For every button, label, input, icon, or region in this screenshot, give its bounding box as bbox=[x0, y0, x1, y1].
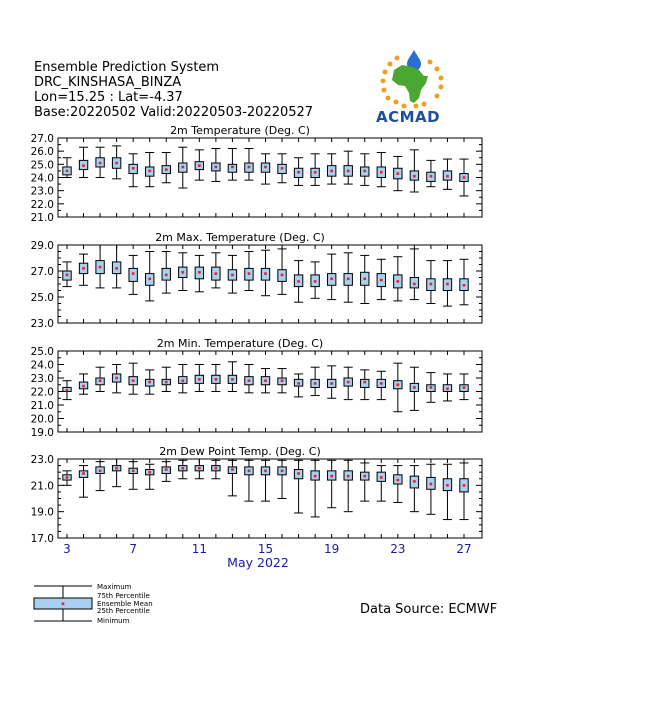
logo-label: ACMAD bbox=[376, 108, 441, 126]
y-tick-label: 19.0 bbox=[30, 506, 54, 519]
mean-marker bbox=[363, 475, 366, 478]
mean-marker bbox=[248, 379, 251, 382]
box-11 bbox=[195, 365, 204, 392]
box-3 bbox=[63, 471, 72, 485]
box-18 bbox=[311, 154, 320, 186]
mean-marker bbox=[363, 381, 366, 384]
box-4 bbox=[79, 254, 88, 285]
y-tick-label: 24.0 bbox=[30, 172, 54, 185]
mean-marker bbox=[248, 272, 251, 275]
mean-marker bbox=[99, 379, 102, 382]
mean-marker bbox=[148, 170, 151, 173]
box-15 bbox=[261, 154, 270, 184]
box-16 bbox=[278, 249, 287, 295]
box-4 bbox=[79, 147, 88, 177]
box-9 bbox=[162, 252, 171, 294]
mean-marker bbox=[380, 279, 383, 282]
mean-marker bbox=[314, 280, 317, 283]
box-4 bbox=[79, 374, 88, 394]
legend-label-maximum: Maximum bbox=[97, 583, 132, 591]
mean-marker bbox=[397, 479, 400, 482]
forecast-dates: Base:20220502 Valid:20220503-20220527 bbox=[34, 105, 314, 120]
y-tick-label: 23.0 bbox=[30, 373, 54, 385]
box-27 bbox=[460, 463, 469, 520]
chart-panel-3 bbox=[58, 351, 482, 432]
box-3 bbox=[63, 262, 72, 287]
box-10 bbox=[178, 365, 187, 393]
x-tick-label: 27 bbox=[456, 542, 472, 556]
box-21 bbox=[360, 370, 369, 400]
box-24 bbox=[410, 367, 419, 410]
box-25 bbox=[426, 160, 435, 186]
y-tick-label: 27.0 bbox=[30, 266, 54, 278]
mean-marker bbox=[330, 170, 333, 173]
mean-marker bbox=[314, 382, 317, 385]
box-14 bbox=[244, 460, 253, 501]
mean-marker bbox=[413, 386, 416, 389]
mean-marker bbox=[82, 267, 85, 270]
y-tick-label: 19.0 bbox=[30, 427, 54, 439]
mean-marker bbox=[463, 484, 466, 487]
mean-marker bbox=[463, 176, 466, 179]
box-11 bbox=[195, 150, 204, 180]
legend-label-p25: 25th Percentile bbox=[97, 607, 150, 615]
mean-marker bbox=[215, 272, 218, 275]
box-25 bbox=[426, 261, 435, 304]
mean-marker bbox=[215, 467, 218, 470]
y-tick-label: 23.0 bbox=[30, 185, 54, 198]
box-17 bbox=[294, 158, 303, 186]
box-16 bbox=[278, 154, 287, 183]
panel-title: 2m Temperature (Deg. C) bbox=[170, 124, 310, 137]
box-8 bbox=[145, 252, 154, 301]
box-20 bbox=[344, 253, 353, 302]
box-9 bbox=[162, 367, 171, 391]
box-13 bbox=[228, 460, 237, 496]
mean-marker bbox=[297, 171, 300, 174]
box-27 bbox=[460, 159, 469, 196]
mean-marker bbox=[446, 283, 449, 286]
mean-marker bbox=[397, 280, 400, 283]
mean-marker bbox=[363, 170, 366, 173]
mean-marker bbox=[148, 471, 151, 474]
box-26 bbox=[443, 261, 452, 307]
legend-label-mean: Ensemble Mean bbox=[97, 600, 153, 608]
box-24 bbox=[410, 466, 419, 512]
box-10 bbox=[178, 460, 187, 478]
box-12 bbox=[211, 253, 220, 288]
y-tick-label: 22.0 bbox=[30, 198, 54, 211]
mean-marker bbox=[463, 284, 466, 287]
y-tick-label: 22.0 bbox=[30, 386, 54, 399]
box-12 bbox=[211, 365, 220, 392]
x-tick-label: 23 bbox=[390, 542, 406, 556]
mean-marker bbox=[132, 272, 135, 275]
box-5 bbox=[96, 147, 105, 177]
mean-marker bbox=[380, 476, 383, 479]
box-21 bbox=[360, 154, 369, 186]
box-6 bbox=[112, 146, 121, 179]
mean-marker bbox=[430, 386, 433, 389]
mean-marker bbox=[165, 274, 168, 277]
mean-marker bbox=[347, 475, 350, 478]
box-15 bbox=[261, 250, 270, 296]
panel-title: 2m Min. Temperature (Deg. C) bbox=[156, 337, 324, 350]
mean-marker bbox=[99, 470, 102, 473]
mean-marker bbox=[380, 171, 383, 174]
box-14 bbox=[244, 252, 253, 291]
box-14 bbox=[244, 365, 253, 393]
mean-marker bbox=[264, 272, 267, 275]
box-21 bbox=[360, 255, 369, 303]
y-tick-label: 21.0 bbox=[30, 400, 54, 412]
mean-marker bbox=[264, 470, 267, 473]
mean-marker bbox=[165, 168, 168, 171]
mean-marker bbox=[99, 266, 102, 269]
y-tick-label: 25.0 bbox=[30, 292, 54, 304]
box-20 bbox=[344, 460, 353, 511]
box-19 bbox=[327, 460, 336, 507]
mean-marker bbox=[66, 476, 69, 479]
legend-mean-marker bbox=[62, 603, 65, 606]
mean-marker bbox=[181, 271, 184, 274]
box-22 bbox=[377, 371, 386, 399]
mean-marker bbox=[330, 475, 333, 478]
mean-marker bbox=[198, 378, 201, 381]
mean-marker bbox=[82, 164, 85, 167]
box-7 bbox=[129, 255, 138, 294]
mean-marker bbox=[430, 483, 433, 486]
mean-marker bbox=[115, 377, 118, 380]
station-name: DRC_KINSHASA_BINZA bbox=[34, 75, 182, 90]
mean-marker bbox=[231, 166, 234, 169]
mean-marker bbox=[446, 484, 449, 487]
x-axis-label: May 2022 bbox=[227, 555, 289, 570]
data-source-label: Data Source: ECMWF bbox=[360, 602, 498, 617]
box-16 bbox=[278, 460, 287, 498]
mean-marker bbox=[446, 175, 449, 178]
box-22 bbox=[377, 466, 386, 502]
y-tick-label: 25.0 bbox=[30, 346, 54, 358]
box-17 bbox=[294, 261, 303, 303]
y-tick-label: 17.0 bbox=[30, 533, 54, 545]
box-5 bbox=[96, 245, 105, 288]
mean-marker bbox=[115, 267, 118, 270]
mean-marker bbox=[99, 162, 102, 165]
mean-marker bbox=[198, 164, 201, 167]
y-tick-label: 29.0 bbox=[30, 240, 54, 252]
y-tick-label: 25.0 bbox=[30, 159, 54, 172]
box-12 bbox=[211, 149, 220, 182]
y-tick-label: 21.0 bbox=[30, 212, 54, 224]
box-23 bbox=[393, 257, 402, 301]
box-8 bbox=[145, 464, 154, 489]
mean-marker bbox=[165, 468, 168, 471]
mean-marker bbox=[281, 167, 284, 170]
mean-marker bbox=[215, 166, 218, 169]
mean-marker bbox=[82, 472, 85, 475]
box-5 bbox=[96, 367, 105, 391]
box-7 bbox=[129, 363, 138, 394]
mean-marker bbox=[132, 167, 135, 170]
box-23 bbox=[393, 466, 402, 503]
mean-marker bbox=[397, 172, 400, 175]
chart-panel-1 bbox=[58, 138, 482, 217]
box-23 bbox=[393, 363, 402, 412]
iqr-box bbox=[361, 379, 369, 387]
box-15 bbox=[261, 369, 270, 393]
box-25 bbox=[426, 373, 435, 403]
box-20 bbox=[344, 151, 353, 184]
title-system: Ensemble Prediction System bbox=[34, 60, 220, 75]
chart-panel-4 bbox=[58, 459, 482, 538]
box-8 bbox=[145, 370, 154, 394]
box-4 bbox=[79, 466, 88, 498]
box-6 bbox=[112, 459, 121, 487]
y-tick-label: 27.0 bbox=[30, 133, 54, 145]
mean-marker bbox=[413, 480, 416, 483]
mean-marker bbox=[115, 467, 118, 470]
station-coordinates: Lon=15.25 : Lat=-4.37 bbox=[34, 90, 183, 105]
mean-marker bbox=[231, 468, 234, 471]
box-13 bbox=[228, 362, 237, 392]
mean-marker bbox=[115, 162, 118, 165]
panel-title: 2m Dew Point Temp. (Deg. C) bbox=[159, 445, 321, 458]
mean-marker bbox=[248, 166, 251, 169]
box-26 bbox=[443, 464, 452, 519]
mean-marker bbox=[132, 379, 135, 382]
mean-marker bbox=[380, 382, 383, 385]
box-16 bbox=[278, 369, 287, 393]
legend-label-p75: 75th Percentile bbox=[97, 592, 150, 600]
box-18 bbox=[311, 367, 320, 395]
mean-marker bbox=[181, 379, 184, 382]
mean-marker bbox=[430, 175, 433, 178]
y-tick-label: 26.0 bbox=[30, 146, 54, 159]
box-17 bbox=[294, 460, 303, 513]
box-3 bbox=[63, 381, 72, 400]
mean-marker bbox=[281, 274, 284, 277]
box-27 bbox=[460, 374, 469, 400]
box-19 bbox=[327, 254, 336, 300]
box-20 bbox=[344, 367, 353, 399]
box-18 bbox=[311, 460, 320, 517]
mean-marker bbox=[347, 381, 350, 384]
box-23 bbox=[393, 156, 402, 190]
mean-marker bbox=[181, 467, 184, 470]
box-9 bbox=[162, 152, 171, 182]
box-13 bbox=[228, 255, 237, 293]
mean-marker bbox=[66, 170, 69, 173]
box-6 bbox=[112, 245, 121, 288]
mean-marker bbox=[314, 475, 317, 478]
y-tick-label: 23.0 bbox=[30, 454, 54, 466]
x-tick-label: 15 bbox=[257, 542, 274, 556]
box-24 bbox=[410, 150, 419, 192]
box-12 bbox=[211, 460, 220, 478]
mean-marker bbox=[264, 379, 267, 382]
mean-marker bbox=[347, 278, 350, 281]
mean-marker bbox=[281, 379, 284, 382]
mean-marker bbox=[264, 166, 267, 169]
mean-marker bbox=[363, 278, 366, 281]
mean-marker bbox=[248, 470, 251, 473]
box-7 bbox=[129, 462, 138, 490]
mean-marker bbox=[215, 378, 218, 381]
box-25 bbox=[426, 464, 435, 514]
box-13 bbox=[228, 149, 237, 181]
mean-marker bbox=[181, 166, 184, 169]
panel-title: 2m Max. Temperature (Deg. C) bbox=[155, 231, 325, 244]
mean-marker bbox=[281, 470, 284, 473]
mean-marker bbox=[413, 283, 416, 286]
mean-marker bbox=[330, 278, 333, 281]
box-11 bbox=[195, 255, 204, 291]
mean-marker bbox=[397, 383, 400, 386]
box-22 bbox=[377, 152, 386, 186]
x-tick-label: 11 bbox=[191, 542, 207, 556]
mean-marker bbox=[297, 280, 300, 283]
mean-marker bbox=[463, 386, 466, 389]
y-tick-label: 20.0 bbox=[30, 413, 54, 426]
box-21 bbox=[360, 463, 369, 501]
mean-marker bbox=[347, 170, 350, 173]
box-6 bbox=[112, 365, 121, 393]
box-15 bbox=[261, 460, 270, 501]
mean-marker bbox=[231, 274, 234, 277]
box-19 bbox=[327, 154, 336, 184]
box-19 bbox=[327, 366, 336, 398]
box-11 bbox=[195, 459, 204, 479]
box-26 bbox=[443, 374, 452, 401]
box-5 bbox=[96, 462, 105, 491]
box-26 bbox=[443, 159, 452, 189]
mean-marker bbox=[66, 389, 69, 392]
y-tick-label: 24.0 bbox=[30, 359, 54, 372]
box-18 bbox=[311, 262, 320, 298]
box-24 bbox=[410, 249, 419, 300]
mean-marker bbox=[148, 381, 151, 384]
chart-panel-2 bbox=[58, 245, 482, 323]
mean-marker bbox=[198, 271, 201, 274]
box-27 bbox=[460, 259, 469, 305]
box-10 bbox=[178, 147, 187, 188]
mean-marker bbox=[413, 175, 416, 178]
mean-marker bbox=[297, 382, 300, 385]
x-tick-label: 3 bbox=[63, 542, 71, 556]
box-10 bbox=[178, 253, 187, 291]
box-3 bbox=[63, 158, 72, 178]
box-22 bbox=[377, 259, 386, 299]
legend-label-minimum: Minimum bbox=[97, 617, 130, 625]
mean-marker bbox=[231, 378, 234, 381]
box-9 bbox=[162, 462, 171, 482]
mean-marker bbox=[82, 385, 85, 388]
mean-marker bbox=[297, 472, 300, 475]
y-tick-label: 21.0 bbox=[30, 480, 54, 493]
box-14 bbox=[244, 149, 253, 181]
box-7 bbox=[129, 154, 138, 187]
box-17 bbox=[294, 374, 303, 397]
y-tick-label: 23.0 bbox=[30, 318, 54, 330]
x-tick-label: 7 bbox=[129, 542, 137, 556]
mean-marker bbox=[198, 467, 201, 470]
mean-marker bbox=[132, 470, 135, 473]
mean-marker bbox=[430, 283, 433, 286]
iqr-box bbox=[228, 164, 236, 172]
mean-marker bbox=[148, 278, 151, 281]
mean-marker bbox=[165, 381, 168, 384]
x-tick-label: 19 bbox=[324, 542, 340, 556]
legend bbox=[34, 586, 92, 621]
box-8 bbox=[145, 152, 154, 186]
mean-marker bbox=[446, 388, 449, 391]
mean-marker bbox=[66, 274, 69, 277]
mean-marker bbox=[330, 382, 333, 385]
mean-marker bbox=[314, 171, 317, 174]
